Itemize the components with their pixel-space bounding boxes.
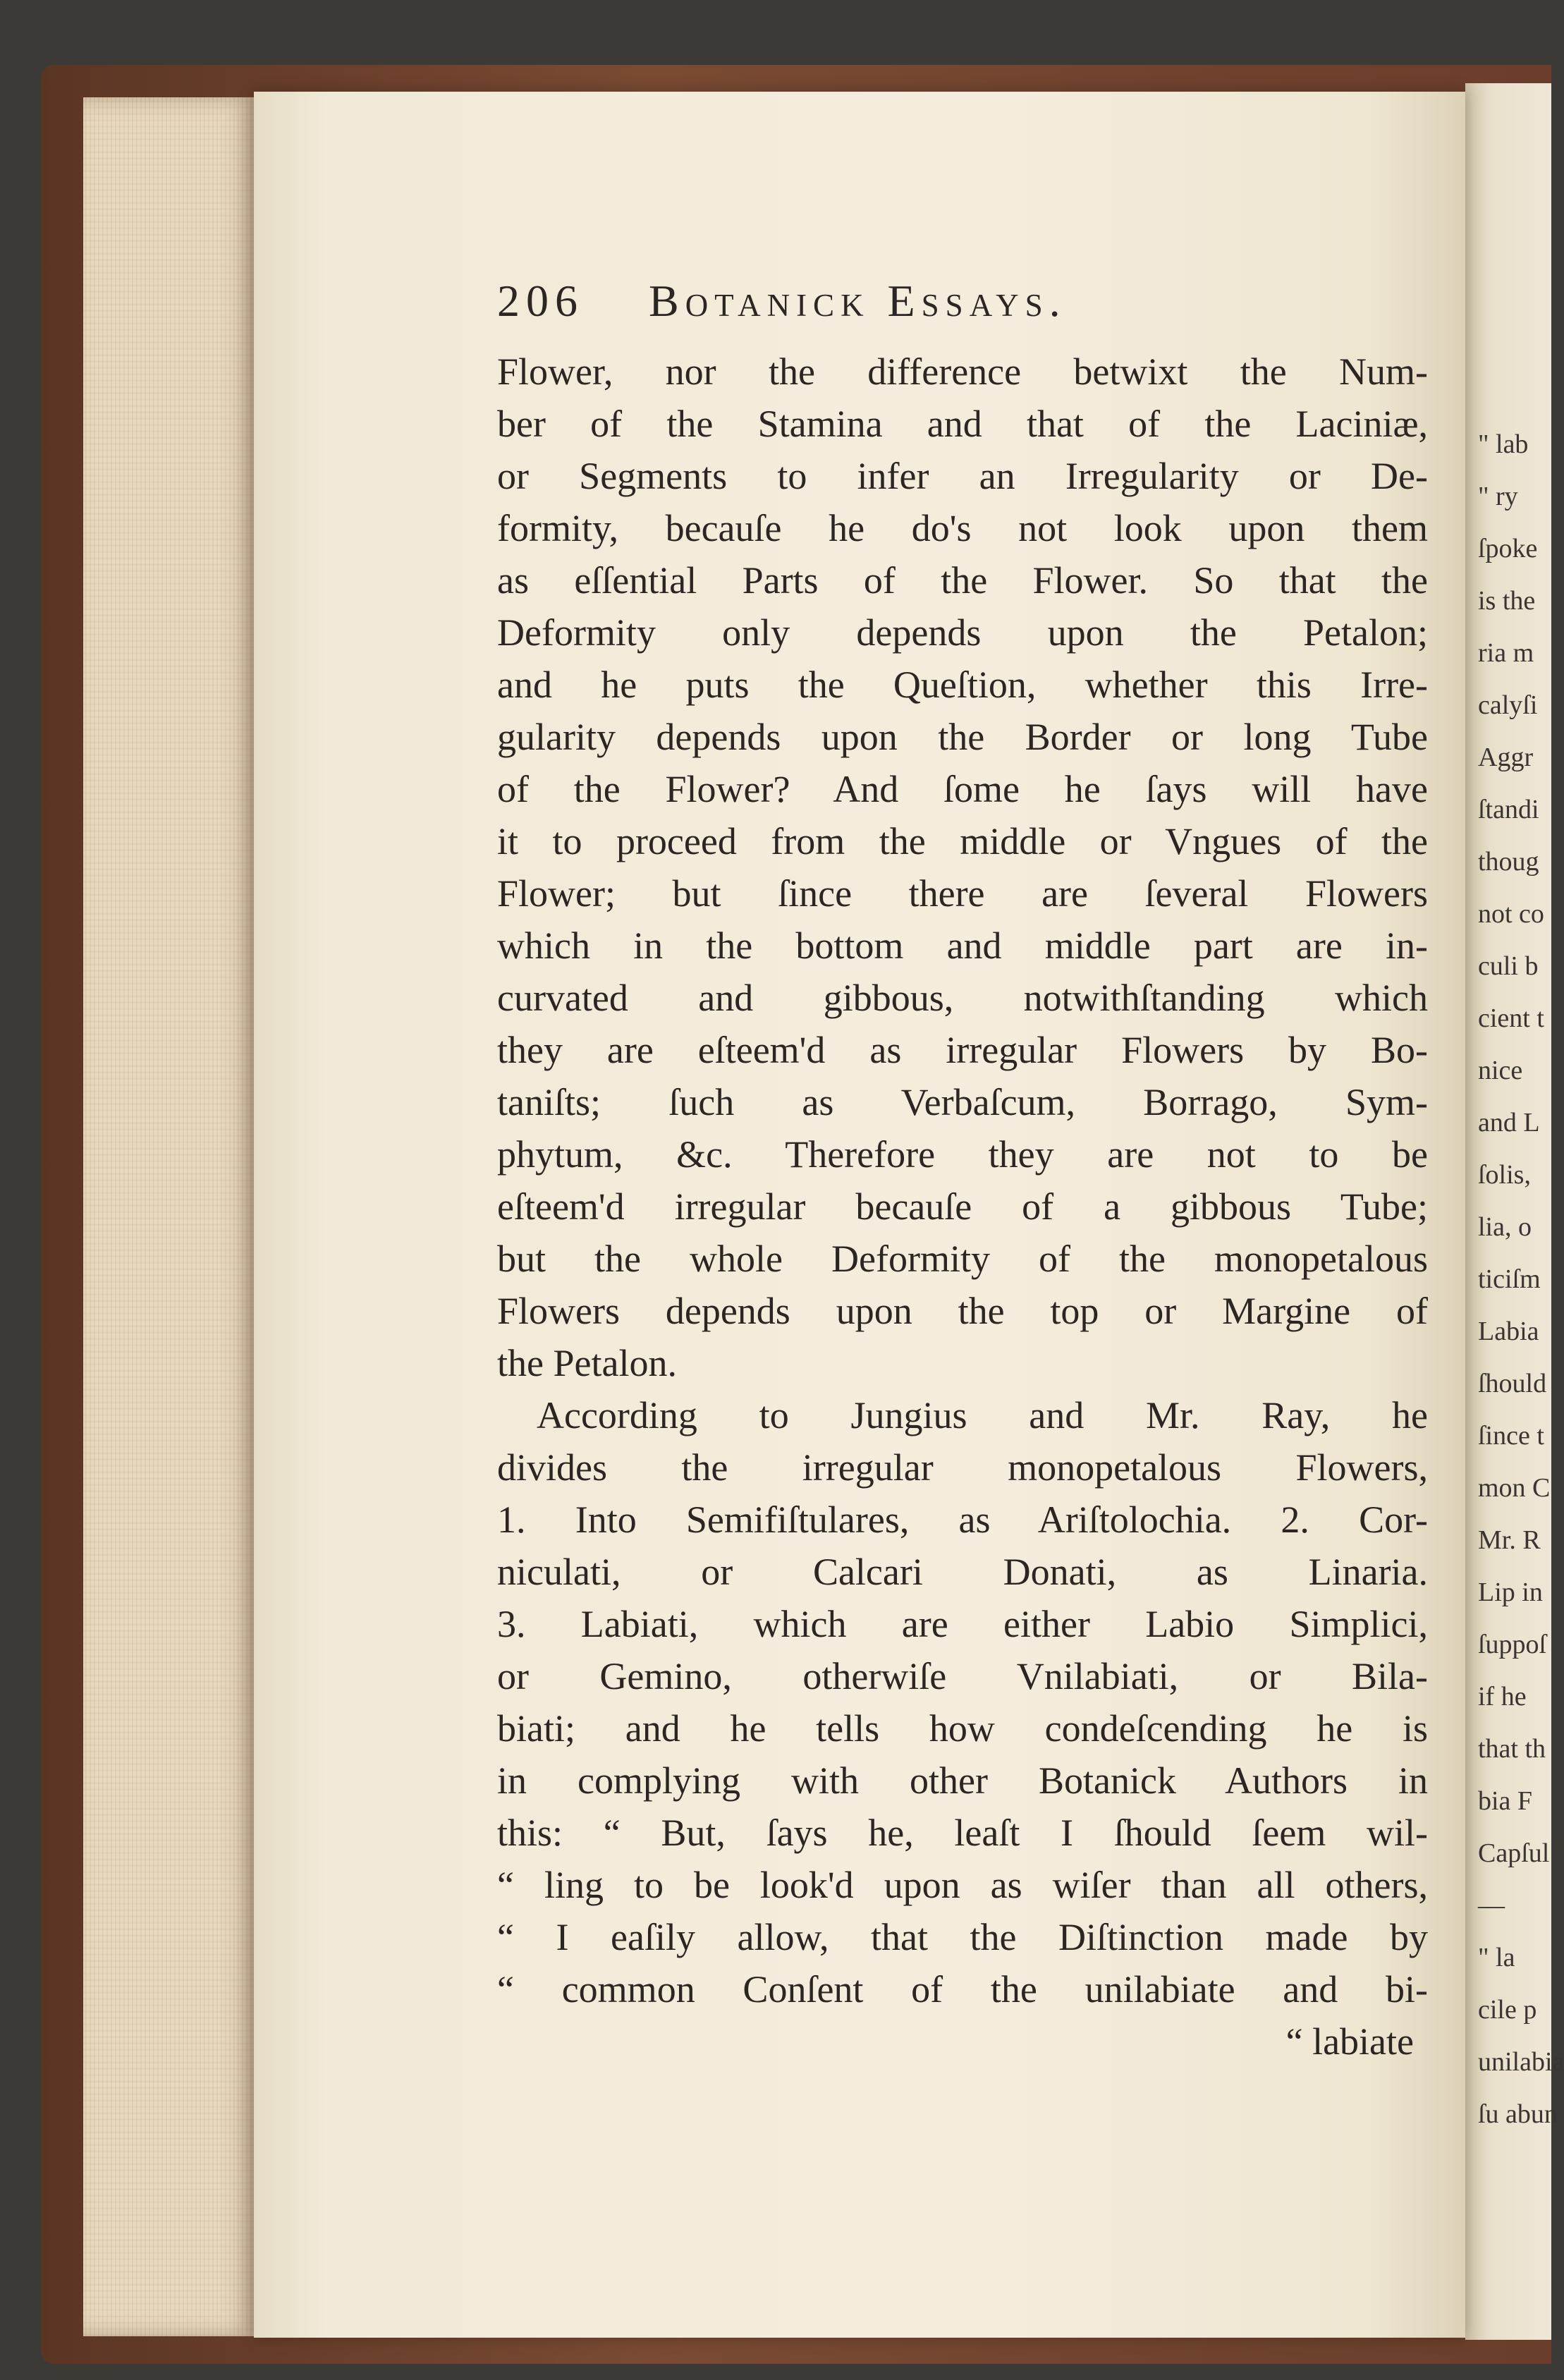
text-line: biati; and he tells how condeſcending he is bbox=[497, 1707, 1428, 1750]
facing-page-fragment: is the bbox=[1478, 586, 1536, 616]
text-line: “ I eaſily allow, that the Diſtinction made by bbox=[497, 1916, 1428, 1958]
page-edges bbox=[83, 97, 256, 2336]
facing-page-fragment: lia, o bbox=[1478, 1212, 1532, 1242]
text-line: “ common Conſent of the unilabiate and bi- bbox=[497, 1968, 1428, 2010]
text-line: this: “ But, ſays he, leaſt I ſhould ſeem wil- bbox=[497, 1812, 1428, 1854]
facing-page-fragment: thoug bbox=[1478, 847, 1539, 877]
text-line: divides the irregular monopetalous Flowers, bbox=[497, 1446, 1428, 1489]
text-line: curvated and gibbous, notwithſtanding which bbox=[497, 977, 1428, 1019]
facing-page bbox=[1465, 83, 1564, 2340]
text-line: eſteem'd irregular becauſe of a gibbous Tube; bbox=[497, 1185, 1428, 1228]
text-line: they are eſteem'd as irregular Flowers by Bo- bbox=[497, 1029, 1428, 1071]
text-line: or Segments to infer an Irregularity or De- bbox=[497, 455, 1428, 497]
text-line: of the Flower? And ſome he ſays will have bbox=[497, 768, 1428, 810]
facing-page-fragment: not co bbox=[1478, 899, 1544, 929]
facing-page-fragment: ſhould bbox=[1478, 1369, 1547, 1398]
text-line: but the whole Deformity of the monopetalous bbox=[497, 1238, 1428, 1280]
text-line: 1. Into Semifiſtulares, as Ariſtolochia. 2. Cor- bbox=[497, 1499, 1428, 1541]
facing-page-fragment: Lip in bbox=[1478, 1577, 1543, 1607]
text-line: the Petalon. bbox=[497, 1342, 677, 1384]
text-line: ber of the Stamina and that of the Laciniæ, bbox=[497, 403, 1428, 445]
text-line: gularity depends upon the Border or long Tube bbox=[497, 716, 1428, 758]
page-header bbox=[497, 275, 1428, 346]
text-line: niculati, or Calcari Donati, as Linaria. bbox=[497, 1551, 1428, 1593]
catchword: “ labiate bbox=[1285, 2020, 1414, 2063]
facing-page-fragment: culi b bbox=[1478, 951, 1539, 981]
facing-page-fragment: if he bbox=[1478, 1682, 1527, 1711]
text-line: and he puts the Queſtion, whether this Irre- bbox=[497, 664, 1428, 706]
text-line: According to Jungius and Mr. Ray, he bbox=[537, 1394, 1428, 1436]
text-line: formity, becauſe he do's not look upon them bbox=[497, 507, 1428, 549]
facing-page-fragment: " ry bbox=[1478, 482, 1518, 511]
facing-page-fragment: bia F bbox=[1478, 1786, 1533, 1816]
facing-page-fragment: mon C bbox=[1478, 1473, 1551, 1503]
facing-page-fragment: Aggr bbox=[1478, 743, 1534, 772]
facing-page-fragment: Labia bbox=[1478, 1317, 1539, 1346]
facing-page-fragment: ticiſm bbox=[1478, 1264, 1541, 1294]
facing-page-fragment: ſu abun bbox=[1478, 2099, 1558, 2129]
facing-page-fragment: — bbox=[1478, 1891, 1505, 1920]
text-line: it to proceed from the middle or Vngues of the bbox=[497, 820, 1428, 862]
facing-page-fragment: ſpoke bbox=[1478, 534, 1538, 563]
text-line: or Gemino, otherwiſe Vnilabiati, or Bila- bbox=[497, 1655, 1428, 1697]
text-line: 3. Labiati, which are either Labio Simplici, bbox=[497, 1603, 1428, 1645]
facing-page-fragment: cient t bbox=[1478, 1003, 1544, 1033]
facing-page-fragment: nice bbox=[1478, 1056, 1523, 1085]
text-line: “ ling to be look'd upon as wiſer than all others, bbox=[497, 1864, 1428, 1906]
facing-page-fragment: ſtandi bbox=[1478, 795, 1539, 824]
facing-page-fragment: " lab bbox=[1478, 429, 1529, 459]
facing-page-fragment: " la bbox=[1478, 1943, 1515, 1972]
facing-page-fragment: ria m bbox=[1478, 638, 1534, 668]
facing-page-fragment: calyſi bbox=[1478, 690, 1538, 720]
page-number: 206 bbox=[497, 276, 584, 326]
text-line: Deformity only depends upon the Petalon; bbox=[497, 611, 1428, 654]
text-line: Flower, nor the difference betwixt the Num- bbox=[497, 350, 1428, 393]
facing-page-fragment: Mr. R bbox=[1478, 1525, 1541, 1555]
body-text bbox=[497, 346, 1428, 2015]
facing-page-fragment: ſuppoſ bbox=[1478, 1630, 1547, 1659]
text-line: phytum, &c. Therefore they are not to be bbox=[497, 1133, 1428, 1176]
text-line: which in the bottom and middle part are in- bbox=[497, 924, 1428, 967]
running-title: Botanick Essays. bbox=[649, 276, 1067, 326]
facing-page-fragment: that th bbox=[1478, 1734, 1546, 1764]
facing-page-fragment: cile p bbox=[1478, 1995, 1537, 2025]
text-line: as eſſential Parts of the Flower. So that the bbox=[497, 559, 1428, 602]
facing-page-fragment: ſolis, bbox=[1478, 1160, 1531, 1190]
facing-page-fragment: and L bbox=[1478, 1108, 1540, 1137]
text-line: Flower; but ſince there are ſeveral Flowers bbox=[497, 872, 1428, 915]
text-line: Flowers depends upon the top or Margine of bbox=[497, 1290, 1428, 1332]
facing-page-fragment: Capſul bbox=[1478, 1838, 1550, 1868]
text-line: in complying with other Botanick Authors in bbox=[497, 1759, 1428, 1802]
text-line: taniſts; ſuch as Verbaſcum, Borrago, Sym- bbox=[497, 1081, 1428, 1123]
facing-page-fragment: unilabia bbox=[1478, 2047, 1564, 2077]
page-text bbox=[497, 275, 1428, 2068]
facing-page-fragment: ſince t bbox=[1478, 1421, 1544, 1451]
